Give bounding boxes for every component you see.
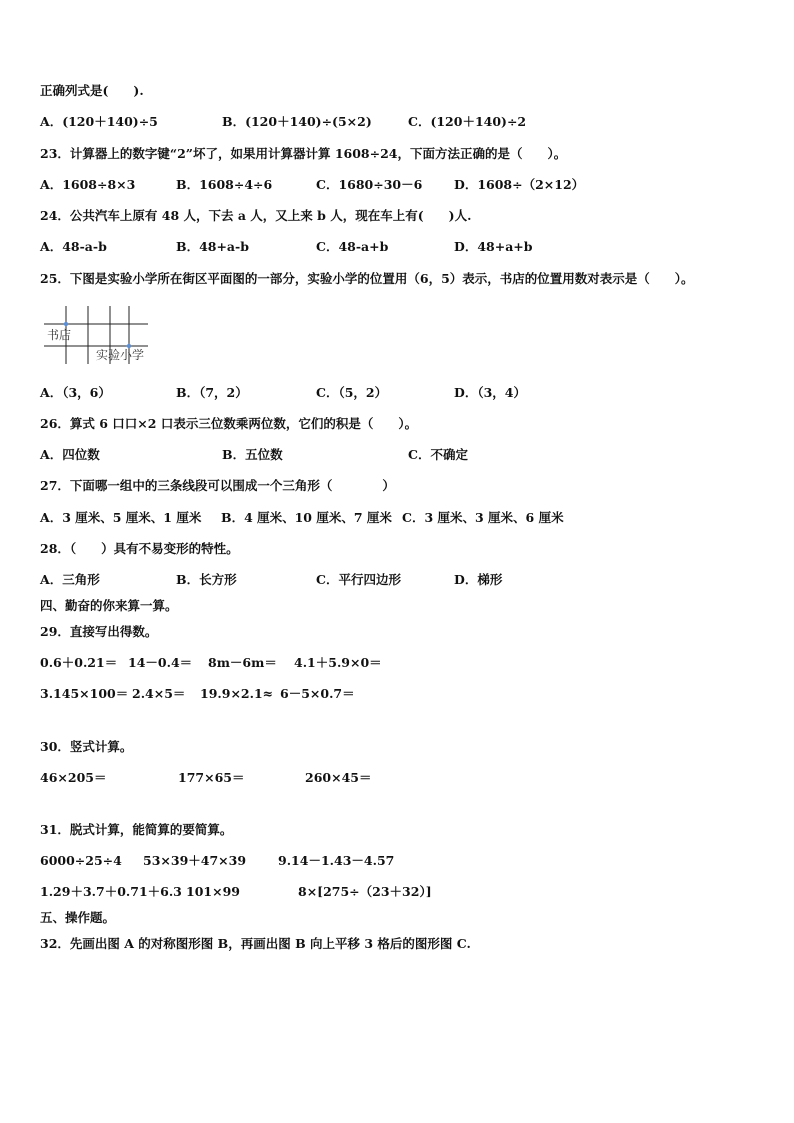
q24-option-b[interactable]: B．48+a-b — [176, 239, 249, 254]
section4-title: 四、勤奋的你来算一算。 — [40, 598, 178, 613]
q31-item: 101×99 — [186, 884, 240, 899]
q22-stem-tail: 正确列式是( ). — [40, 83, 144, 98]
q31-item: 6000÷25÷4 — [40, 853, 122, 868]
q25-stem: 25．下图是实验小学所在街区平面图的一部分，实验小学的位置用（6，5）表示，书店的位置用数对表示是（ ）。 — [40, 271, 694, 286]
bookstore-label: 书店 — [47, 328, 72, 342]
q23-option-c[interactable]: C．1680÷30－6 — [316, 177, 423, 192]
q23-stem: 23．计算器上的数字键“2”坏了，如果用计算器计算 1608÷24，下面方法正确的是（ ）。 — [40, 146, 567, 161]
q30-stem: 30．竖式计算。 — [40, 739, 133, 754]
q29-item: 0.6＋0.21＝ — [40, 655, 118, 670]
q24-option-d[interactable]: D．48+a+b — [454, 239, 533, 254]
q29-item: 6－5×0.7＝ — [280, 686, 355, 701]
q29-item: 3.145×100＝ — [40, 686, 129, 701]
q28-stem: 28．（ ）具有不易变形的特性。 — [40, 541, 239, 556]
section5-title: 五、操作题。 — [40, 910, 116, 925]
q29-item: 2.4×5＝ — [132, 686, 186, 701]
q28-option-a[interactable]: A．三角形 — [40, 572, 100, 587]
q31-item: 8×[275÷（23＋32）] — [298, 884, 432, 899]
q24-stem: 24．公共汽车上原有 48 人，下去 a 人，又上来 b 人，现在车上有( )人. — [40, 208, 472, 223]
q26-option-b[interactable]: B．五位数 — [222, 447, 283, 462]
q29-item: 19.9×2.1≈ — [200, 686, 274, 701]
q28-option-c[interactable]: C．平行四边形 — [316, 572, 401, 587]
q22-option-c[interactable]: C．(120＋140)÷2 — [408, 114, 527, 129]
q23-option-a[interactable]: A．1608÷8×3 — [40, 177, 136, 192]
q32-stem: 32．先画出图 A 的对称图形图 B，再画出图 B 向上平移 3 格后的图形图 C. — [40, 936, 471, 951]
q26-stem: 26．算式 6 口口×2 口表示三位数乘两位数，它们的积是（ ）。 — [40, 416, 418, 431]
q27-option-c[interactable]: C．3 厘米、3 厘米、6 厘米 — [402, 510, 564, 525]
q31-item: 9.14－1.43－4.57 — [278, 853, 395, 868]
q31-item: 53×39＋47×39 — [143, 853, 247, 868]
q22-option-b[interactable]: B．(120＋140)÷(5×2) — [222, 114, 372, 129]
q27-option-b[interactable]: B．4 厘米、10 厘米、7 厘米 — [221, 510, 392, 525]
bookstore-point — [64, 322, 68, 326]
q28-option-b[interactable]: B．长方形 — [176, 572, 237, 587]
q29-item: 14－0.4＝ — [128, 655, 193, 670]
q24-option-a[interactable]: A．48-a-b — [40, 239, 107, 254]
q30-item: 177×65＝ — [178, 770, 245, 785]
q26-option-c[interactable]: C．不确定 — [408, 447, 468, 462]
q22-option-a[interactable]: A．(120＋140)÷5 — [40, 114, 158, 129]
q25-option-c[interactable]: C．（5，2） — [316, 385, 388, 400]
q26-option-a[interactable]: A．四位数 — [40, 447, 100, 462]
q25-option-b[interactable]: B．（7，2） — [176, 385, 248, 400]
q27-stem: 27．下面哪一组中的三条线段可以围成一个三角形（ ） — [40, 478, 395, 493]
q27-option-a[interactable]: A．3 厘米、5 厘米、1 厘米 — [40, 510, 202, 525]
q31-stem: 31．脱式计算，能简算的要简算。 — [40, 822, 233, 837]
q29-stem: 29．直接写出得数。 — [40, 624, 158, 639]
q30-item: 46×205＝ — [40, 770, 107, 785]
q25-option-a[interactable]: A．（3，6） — [40, 385, 111, 400]
q29-item: 8m－6m＝ — [208, 655, 277, 670]
q25-option-d[interactable]: D．（3，4） — [454, 385, 526, 400]
q30-item: 260×45＝ — [305, 770, 372, 785]
q24-option-c[interactable]: C．48-a+b — [316, 239, 389, 254]
q29-item: 4.1＋5.9×0＝ — [294, 655, 382, 670]
school-label: 实验小学 — [96, 348, 145, 362]
street-grid-figure — [40, 302, 170, 368]
q23-option-d[interactable]: D．1608÷（2×12） — [454, 177, 585, 192]
q28-option-d[interactable]: D．梯形 — [454, 572, 503, 587]
q31-item: 1.29＋3.7＋0.71＋6.3 — [40, 884, 182, 899]
q23-option-b[interactable]: B．1608÷4÷6 — [176, 177, 273, 192]
